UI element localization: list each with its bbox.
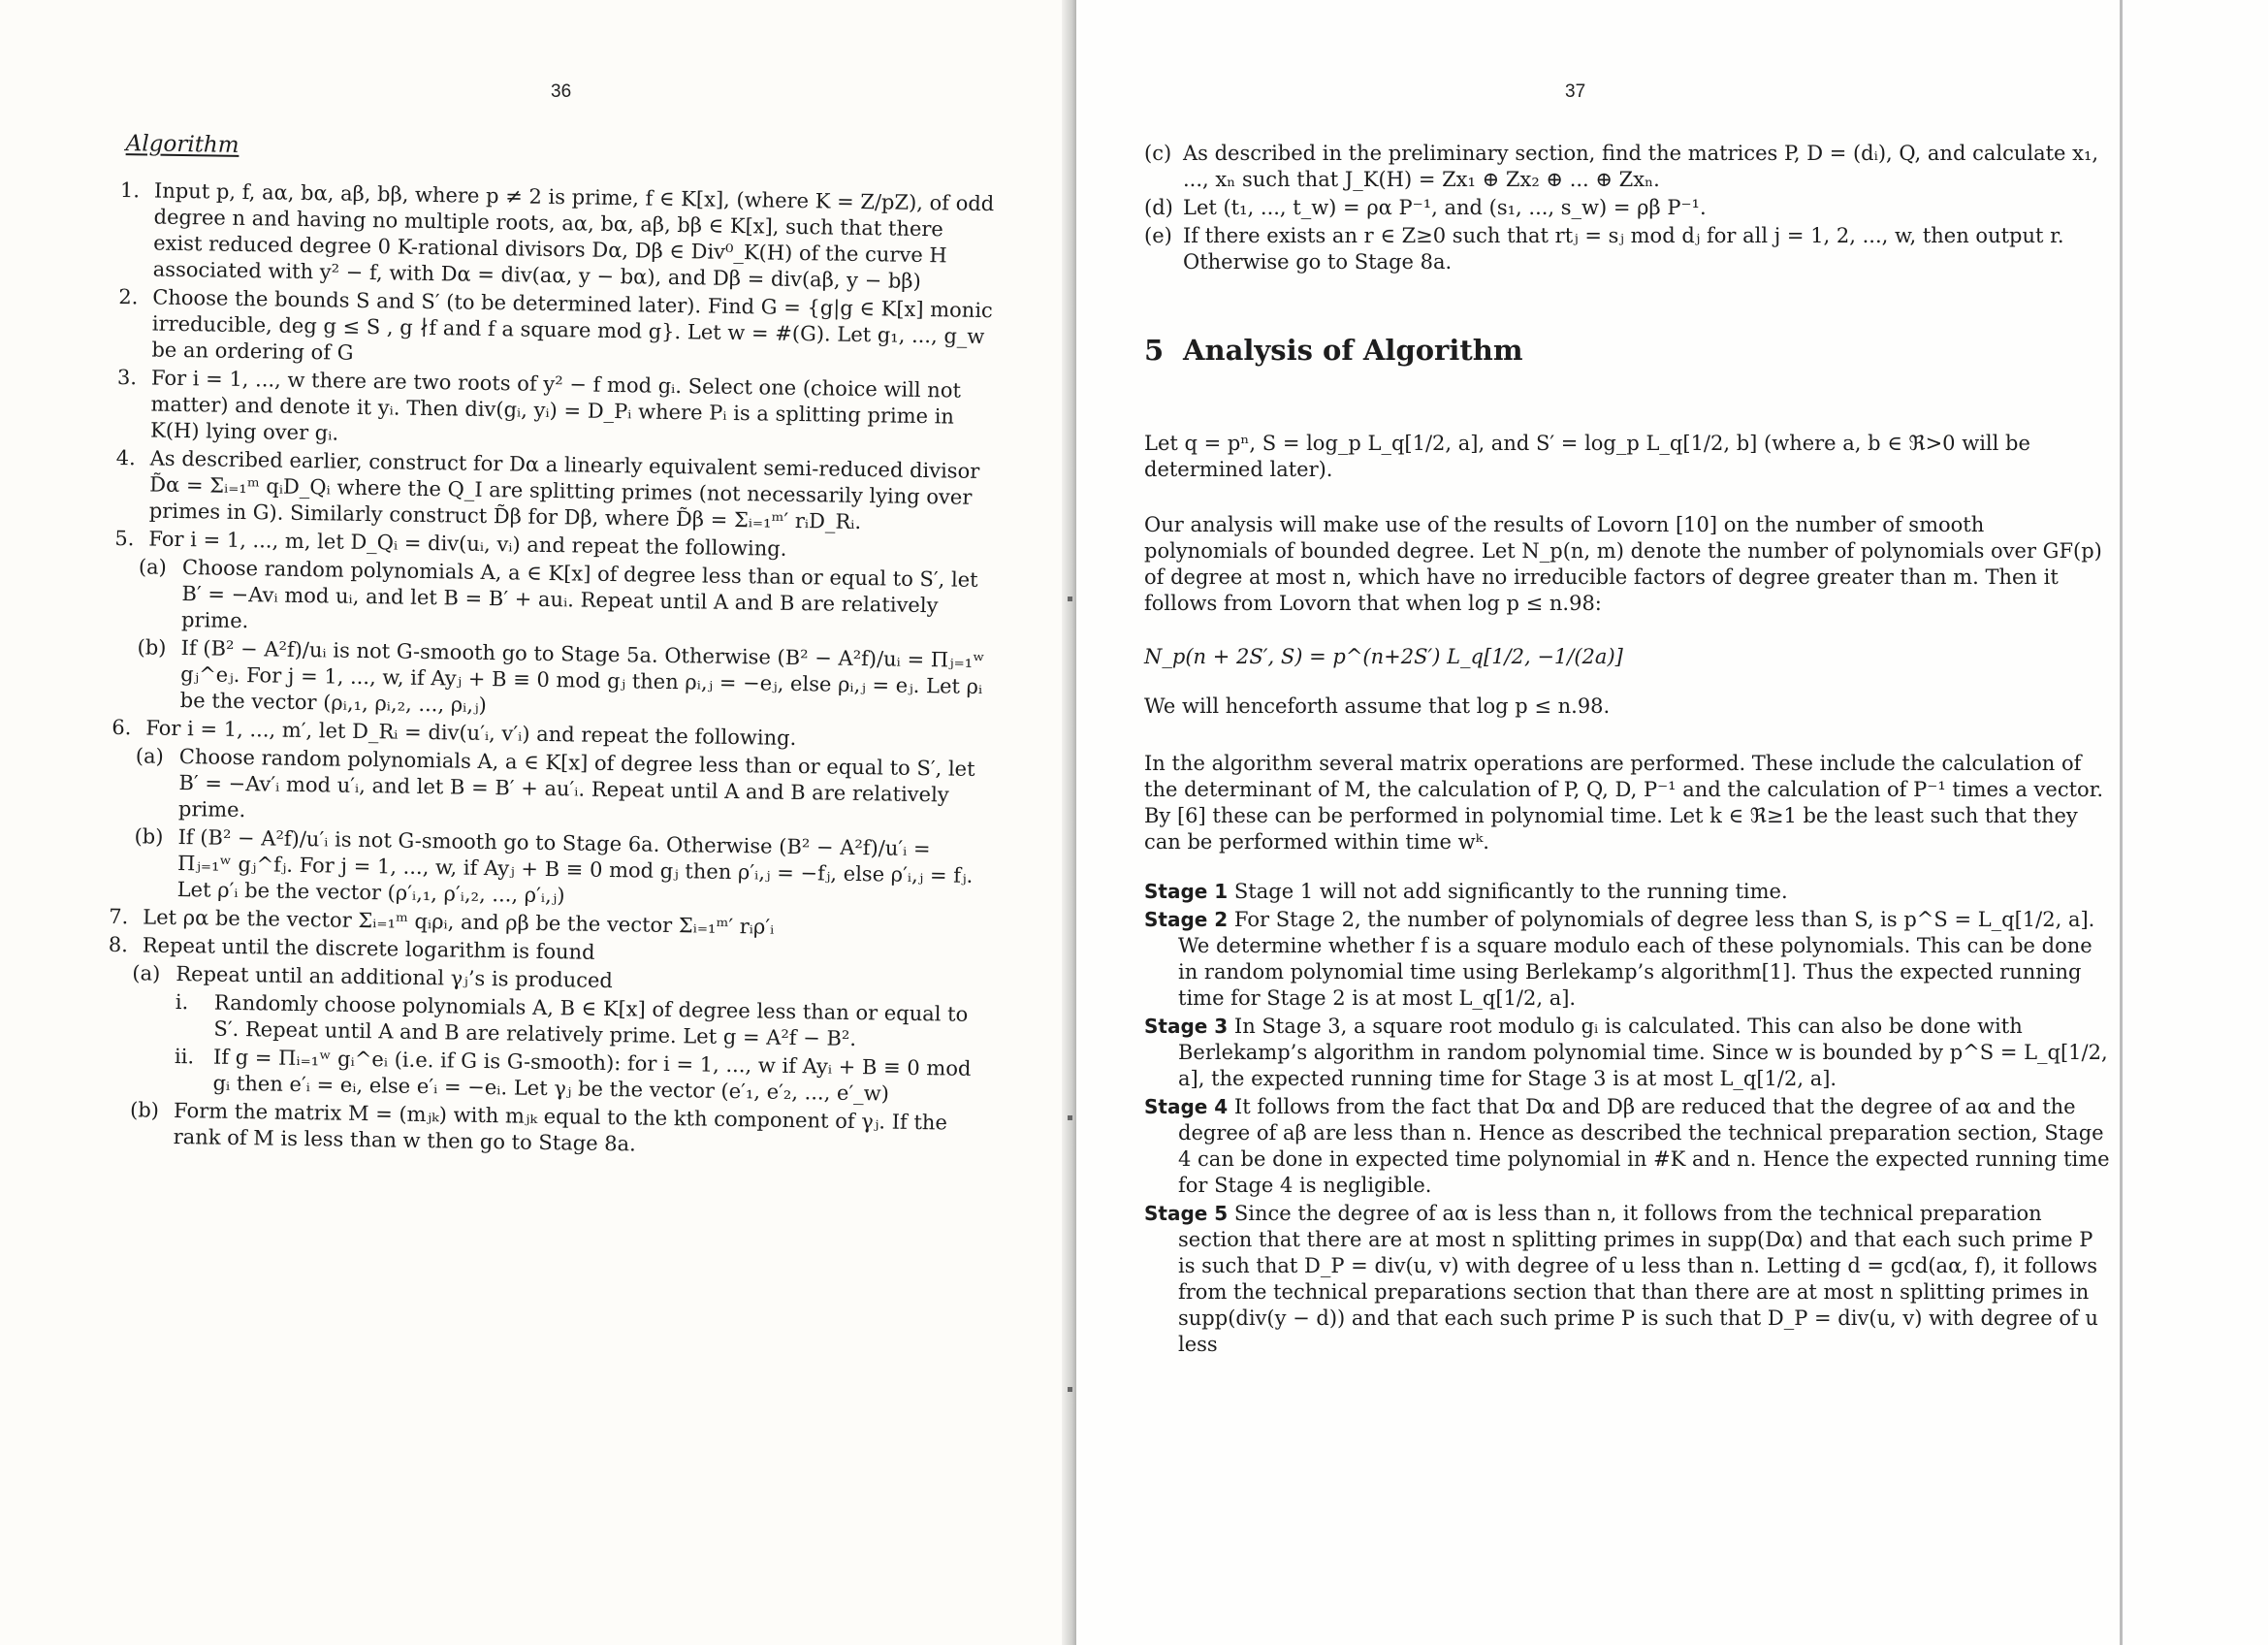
continued-substep: (d) Let (t₁, ..., t_w) = ρα P⁻¹, and (s₁, ..., s_w) = ρβ P⁻¹. [1144,196,1707,219]
binding-mark [1068,597,1072,601]
substep-item: (a) Choose random polynomials A, a ∈ K[x] of degree less than or equal to S′, let B′ = −Avᵢ mod uᵢ, and let B = B′ + auᵢ. Repeat until A and B are relatively prime. [138,555,978,633]
paragraph: We will henceforth assume that log p ≤ n.98. [1144,694,1611,718]
continued-substep: (c) As described in the preliminary section, find the matrices P, D = (dᵢ), Q, and calculate x₁, ..., xₙ such that J_K(H) = Zx₁ ⊕ Zx₂ ⊕ ... ⊕ Zxₙ. [1144,142,2099,191]
substep-item: (a) Choose random polynomials A, a ∈ K[x] of degree less than or equal to S′, let B′ = −Av′ᵢ mod u′ᵢ, and let B = B′ + au′ᵢ. Repeat until A and B are relatively prime. [135,744,975,822]
left-page [0,0,1067,1645]
step-item: 1. Input p, f, aα, bα, aβ, bβ, where p ≠ 2 is prime, f ∈ K[x], (where K = Z/pZ), of odd degree n and having no multiple roots, aα, bα, aβ, bβ ∈ K[x], such that there exist reduced degree 0 K-rational divisors Dα, Dβ ∈ Div⁰_K(H) of the curve H associated with y² − f, with Dα = div(aα, y − bα), and Dβ = div(aβ, y − bβ) [119,177,995,293]
substep-item: (b) If (B² − A²f)/u′ᵢ is not G-smooth go to Stage 6a. Otherwise (B² − A²f)/u′ᵢ = Πⱼ₌₁ʷ gⱼ^fⱼ. For j = 1, ..., w, if Ayⱼ + B ≡ 0 mod gⱼ then ρ′ᵢ,ⱼ = −fⱼ, else ρ′ᵢ,ⱼ = fⱼ. Let ρ′ᵢ be the vector (ρ′ᵢ,₁, ρ′ᵢ,₂, ..., ρ′ᵢ,ⱼ) [134,824,974,908]
substep-item: (a) Repeat until an additional γⱼ’s is produced [132,961,614,993]
step-item: 7. Let ρα be the vector Σᵢ₌₁ᵐ qᵢρᵢ, and ρβ be the vector Σᵢ₌₁ᵐ′ rᵢρ′ᵢ [109,904,775,939]
section-heading: 5 Analysis of Algorithm [1144,334,1523,367]
algorithm-steps [114,177,998,565]
substep-item: (b) If (B² − A²f)/uᵢ is not G-smooth go to Stage 5a. Otherwise (B² − A²f)/uᵢ = Πⱼ₌₁ʷ gⱼ^eⱼ. For j = 1, ..., w, if Ayⱼ + B ≡ 0 mod gⱼ then ρᵢ,ⱼ = −eⱼ, else ρᵢ,ⱼ = eⱼ. Let ρᵢ be the vector (ρᵢ,₁, ρᵢ,₂, ..., ρᵢ,ⱼ) [137,635,985,717]
subsubstep-item: i. Randomly choose polynomials A, B ∈ K[x] of degree less than or equal to S′. Repeat until A and B are relatively prime. Let g = A²f − B². [175,989,969,1051]
binding-mark [1068,1115,1072,1120]
step-item: 8. Repeat until the discrete logarithm is found [108,932,595,964]
page-number-right: 37 [1565,81,1586,102]
continued-substep: (e) If there exists an r ∈ Z≥0 such that rtⱼ = sⱼ mod dⱼ for all j = 1, 2, ..., w, then output r. Otherwise go to Stage 8a. [1144,224,2064,274]
paragraph: In the algorithm several matrix operations are performed. These include the calculation of the determinant of M, the calculation of P, Q, D, P⁻¹ and the calculation of P⁻¹ times a vector. By [6] these can be performed in polynomial time. Let k ∈ ℜ≥1 be the least such that they can be performed within time wᵏ. [1144,752,2104,854]
algorithm-block [105,131,998,1165]
equation: N_p(n + 2S′, S) = p^(n+2S′) L_q[1/2, −1/(2a)] [1144,645,1623,668]
analysis-block [1144,141,2114,1360]
algorithm-heading: Algorithm [125,131,240,158]
step-item: 6. For i = 1, ..., m′, let D_Rᵢ = div(u′ᵢ, v′ᵢ) and repeat the following. [112,715,797,751]
page-edge [2120,0,2123,1645]
step-item: 3. For i = 1, ..., w there are two roots of y² − f mod gᵢ. Select one (choice will not matter) and denote it yᵢ. Then div(gᵢ, yᵢ) = D_Pᵢ where Pᵢ is a splitting prime in K(H) lying over gᵢ. [116,365,962,445]
stage-paragraph: Stage 5 Since the degree of aα is less than n, it follows from the technical preparation section that there are at most n splitting primes in supp(Dα) and that each such prime P is such that D_P = div(u, v) with degree of u less than n. Letting d = gcd(aα, f), it follows from the technical preparations section that than there are at most n splitting primes in supp(div(y − d)) and that each such prime P is such that D_P = div(u, v) with degree of u less [1144,1202,2098,1356]
subsubstep-item: ii. If g = Πᵢ₌₁ʷ gᵢ^eᵢ (i.e. if G is G-smooth): for i = 1, ..., w if Ayᵢ + B ≡ 0 mod gᵢ then e′ᵢ = eᵢ, else e′ᵢ = −eᵢ. Let γⱼ be the vector (e′₁, e′₂, ..., e′_w) [174,1044,972,1106]
paragraph: Our analysis will make use of the results of Lovorn [10] on the number of smooth polynomials of bounded degree. Let N_p(n, m) denote the number of polynomials over GF(p) of degree at most n, which have no irreducible factors of degree greater than m. Then it follows from Lovorn that when log p ≤ n.98: [1144,513,2102,615]
stage-paragraph: Stage 2 For Stage 2, the number of polynomials of degree less than S, is p^S = L_q[1/2, a]. We determine whether f is a square modulo each of these polynomials. This can be done in random polynomial time using Berlekamp’s algorithm[1]. Thus the expected running time for Stage 2 is at most L_q[1/2, a]. [1144,908,2095,1010]
step-item: 2. Choose the bounds S and S′ (to be determined later). Find G = {g|g ∈ K[x] monic irreducible, deg g ≤ S , g ∤f and f a square mod g}. Let w = #(G). Let g₁, ..., g_w be an ordering of G [118,284,993,365]
stage-paragraph: Stage 1 Stage 1 will not add significantly to the running time. [1144,880,1788,903]
step-item: 5. For i = 1, ..., m, let D_Qᵢ = div(uᵢ, vᵢ) and repeat the following. [114,526,787,561]
stage-paragraph: Stage 3 In Stage 3, a square root modulo gᵢ is calculated. This can also be done with Berlekamp’s algorithm in random polynomial time. Since w is bounded by p^S = L_q[1/2, a], the expected running time for Stage 3 is at most L_q[1/2, a]. [1144,1015,2108,1090]
binding-mark [1068,1387,1072,1392]
right-page [1076,0,2268,1645]
page-number-left: 36 [551,81,572,102]
stage-paragraph: Stage 4 It follows from the fact that Dα and Dβ are reduced that the degree of aα and the degree of aβ are less than n. Hence as described the technical preparation section, Stage 4 can be done in expected time polynomial in #K and n. Hence the expected running time for Stage 4 is negligible. [1144,1095,2110,1197]
substep-item: (b) Form the matrix M = (mⱼₖ) with mⱼₖ equal to the kth component of γⱼ. If the rank of M is less than w then go to Stage 8a. [129,1098,948,1156]
step-item: 4. As described earlier, construct for Dα a linearly equivalent semi-reduced divisor D̃α = Σᵢ₌₁ᵐ qᵢD_Qᵢ where the Q_I are splitting primes (not necessarily lying over primes in G). Similarly construct D̃β for Dβ, where D̃β = Σᵢ₌₁ᵐ′ rᵢD_Rᵢ. [115,445,980,534]
paragraph: Let q = pⁿ, S = log_p L_q[1/2, a], and S′ = log_p L_q[1/2, b] (where a, b ∈ ℜ>0 will be determined later). [1144,432,2030,481]
